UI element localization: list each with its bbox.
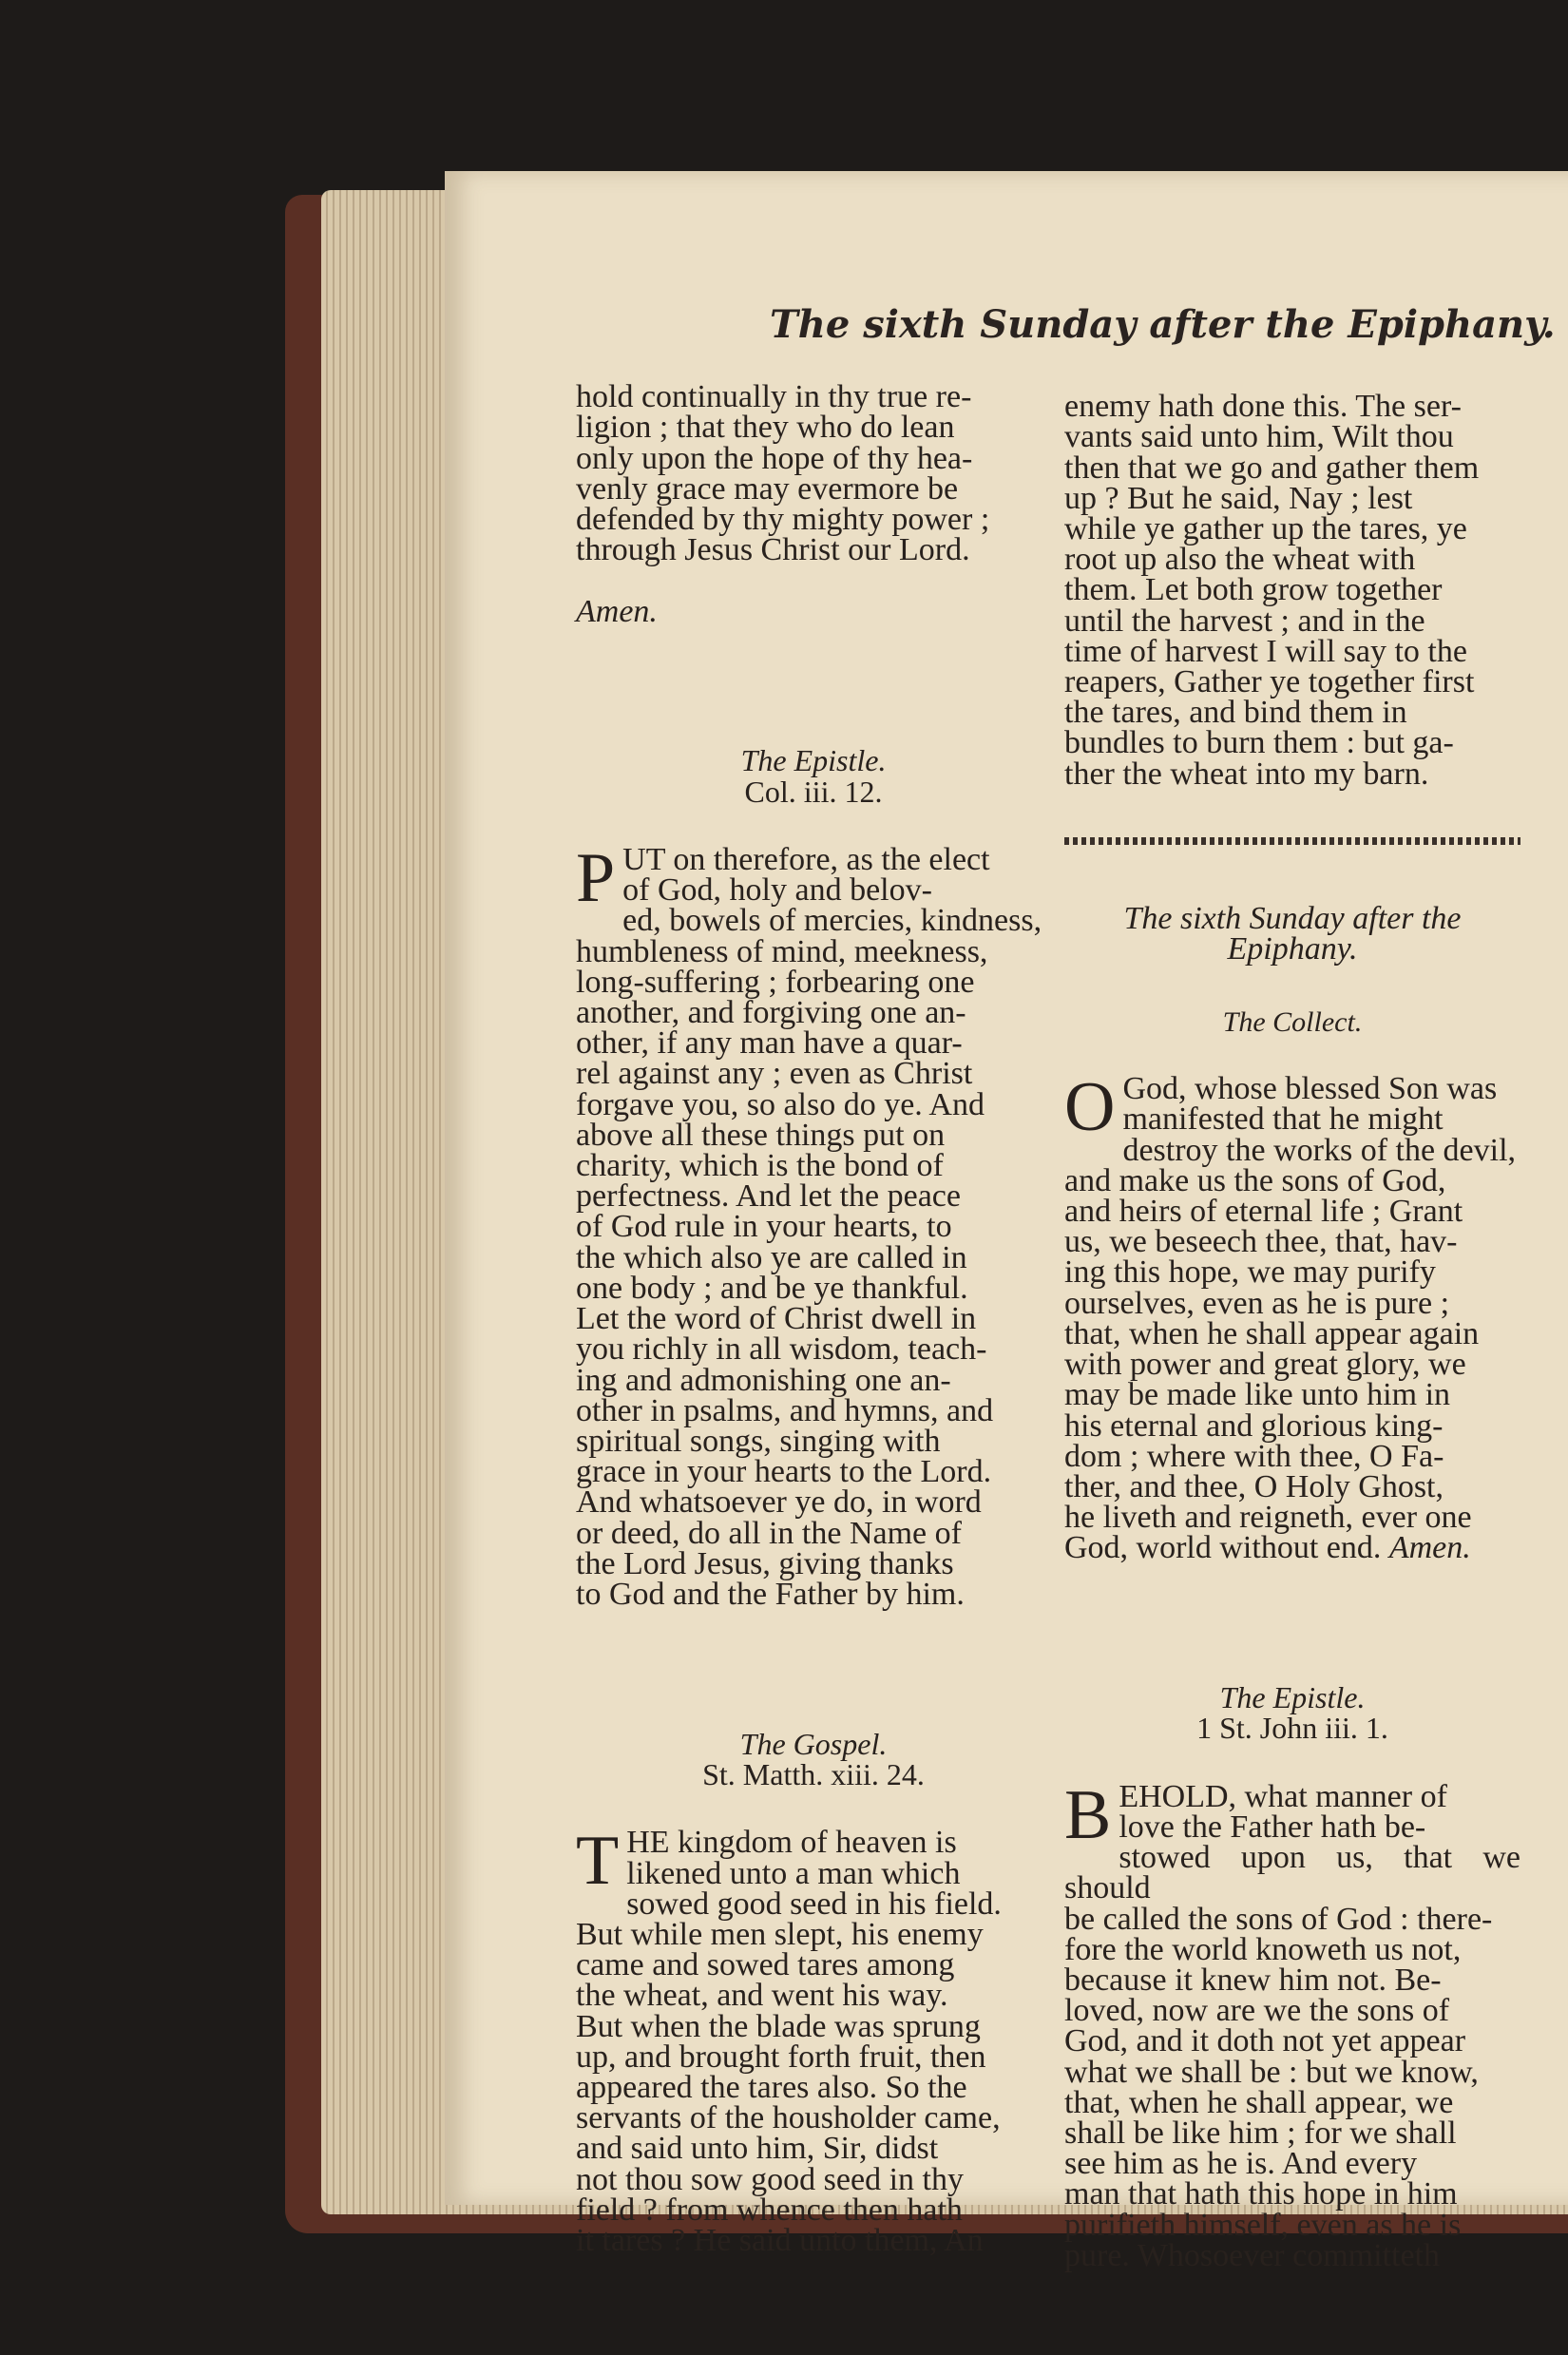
- collect-title: The Collect.: [1222, 1005, 1363, 1038]
- collect-amen: Amen.: [576, 593, 658, 629]
- left-column: [576, 352, 1051, 2287]
- collect-continuation: hold continually in thy true re- ligion ; that they who do lean only upon the hope of thy hea- venly grace may evermore be defended by thy mighty power ; through Jesus Christ our Lord.: [576, 379, 990, 568]
- collect-text: God, whose blessed Son was manifested that he might destroy the works of the devil, and make us the sons of God, and heirs of eternal life ; Grant us, we beseech thee, that, hav- ing this hope, we may purify ourselves, even as he is pure ; that, when he shall appear again with power and great glory, we may be made like unto him in his eternal and glorious king- dom ; where with thee, O Fa- ther, and thee, O Holy Ghost, he liveth and reigneth, ever one God, world without end.: [1064, 1071, 1517, 1566]
- epistle-reference: Col. iii. 12.: [744, 774, 883, 809]
- gospel-paragraph: [576, 1822, 1051, 2258]
- epistle-text-right: EHOLD, what manner of love the Father hath be- stowed upon us, that we should be called the sons of God : there- fore the world knoweth us not, because it knew him not. Be- loved, now are we the sons of God, and it doth not yet appear what we shall be : but we know, that, when he shall appear, we shall be like him ; for we shall see him as he is. And every man that hath this hope in him purifieth himself, even as he is pure. Whosoever committeth: [1064, 1778, 1520, 2273]
- gospel-label: The Gospel.: [739, 1726, 888, 1761]
- gospel-reference: St. Matth. xiii. 24.: [702, 1756, 925, 1791]
- gospel-text: HE kingdom of heaven is likened unto a man which sowed good seed in his field. But while men slept, his enemy came and sowed tares among the wheat, and went his way. But when the blade was sprung up, and brought forth fruit, then appeared the tares also. So the servants of the housholder came, and said unto him, Sir, didst not thou sow good seed in thy field ? from whence then hath it tares ? He said unto them, An: [576, 1825, 1002, 2258]
- section-title: The sixth Sunday after the Epiphany.: [1123, 901, 1462, 967]
- epistle-heading-right: [1064, 1652, 1520, 1744]
- gospel-continuation: enemy hath done this. The ser- vants said unto him, Wilt thou then that we go and gather them up ? But he said, Nay ; lest while ye gather up the tares, ye root up also the wheat with them. Let both grow together until the harvest ; and in the time of harvest I will say to the reapers, Gather ye together first the tares, and bind them in bundles to burn them : but ga- ther the wheat into my barn.: [1064, 389, 1480, 792]
- section-divider: [1064, 837, 1520, 845]
- epistle-text: UT on therefore, as the elect of God, holy and belov- ed, bowels of mercies, kindness, humbleness of mind, meekness, long-suffering ; forbearing one another, and forgiving one an- other, if any man have a quar- rel against any ; even as Christ forgave you, so also do ye. And above all these things put on charity, which is the bond of perfectness. And let the peace of God rule in your hearts, to the which also ye are called in one body ; and be ye thankful. Let the word of Christ dwell in you richly in all wisdom, teach- ing and admonishing one an- other in psalms, and hymns, and spiritual songs, singing with grace in your hearts to the Lord. And whatsoever ye do, in word or deed, do all in the Name of the Lord Jesus, giving thanks to God and the Father by him.: [576, 842, 1042, 1612]
- collect-dropcap: O: [1064, 1068, 1116, 1147]
- epistle-paragraph-right: [1064, 1775, 1520, 2273]
- collect-amen-right: Amen.: [1388, 1530, 1471, 1566]
- gospel-heading: [576, 1698, 1051, 1790]
- epistle-paragraph: [576, 839, 1051, 1612]
- right-column: [1064, 361, 1520, 2302]
- epistle-label-right: The Epistle.: [1219, 1680, 1366, 1715]
- gospel-dropcap: T: [576, 1822, 620, 1901]
- epistle-label: The Epistle.: [740, 743, 887, 778]
- epistle-reference-right: 1 St. John iii. 1.: [1196, 1711, 1388, 1746]
- epistle-heading: [576, 715, 1051, 807]
- running-header: The sixth Sunday after the Epiphany.: [770, 302, 1556, 347]
- epistle-dropcap: P: [576, 839, 616, 918]
- collect-paragraph: [1064, 1068, 1520, 1566]
- epistle-dropcap-right: B: [1064, 1775, 1112, 1854]
